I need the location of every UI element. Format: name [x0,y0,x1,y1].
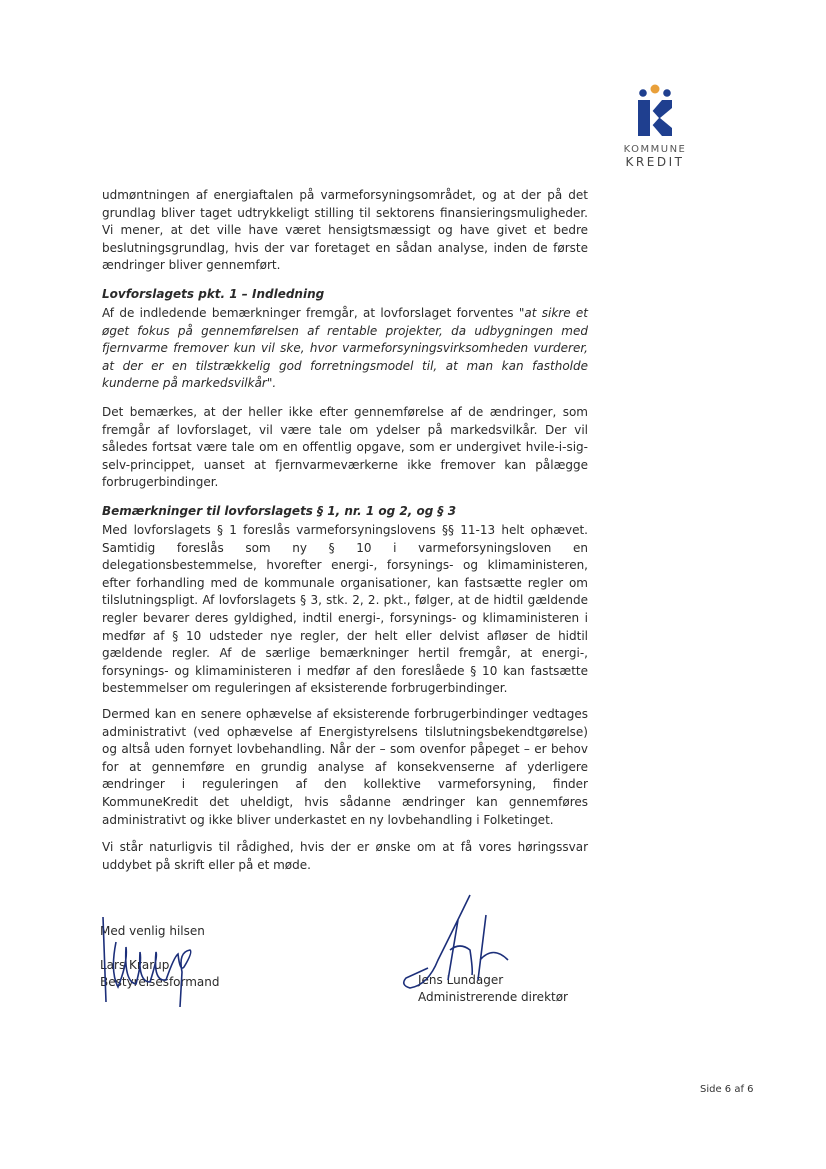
logo-word-kommune: KOMMUNE [623,144,687,155]
paragraph-indledning [102,305,588,393]
paragraph-indledning-quote: "at sikre et øget fokus på gennemførelsen af rentable projekter, da udbygningen med fjernvarme fremover kun vil ske, hvor varmeforsyningsvirksomheden vurderer, at der er en tilstrækkelig god forretningsmodel til, at man kan fastholde kunderne på markedsvilkår". [102,306,588,391]
paragraph-intro: udmøntningen af energiaftalen på varmeforsyningsområdet, og at der på det grundlag bliver taget udtrykkeligt stilling til sektorens finansieringsmuligheder. Vi mener, at det ville have været hensigtsmæssigt og have givet et bedre beslutningsgrundlag, hvis der var foretaget en sådan analyse, inden de første ændringer bliver gennemført. [102,188,588,273]
signer-left-title: Bestyrelsesformand [100,975,220,989]
paragraph-paragraf: Med lovforslagets § 1 foreslås varmeforsyningslovens §§ 11-13 helt ophævet. Samtidig foreslås som ny § 10 i varmeforsyningsloven en delegationsbestemmelse, hvorefter energi-, forsynings- og klimaministeren, efter forhandling med de kommunale organisationer, kan fastsætte regler om tilslutningspligt. Af lovforslagets § 3, stk. 2, 2. pkt., følger, at de hidtil gældende regler bevarer deres gyldighed, indtil energi-, forsynings- og klimaministeren i medfør af § 10 udsteder nye regler, der helt eller delvist afløser de hidtil gældende regler. Af de særlige bemærkninger hertil fremgår, at energi-, forsynings- og klimaministeren i medfør af den foreslåede § 10 kan fastsætte bestemmelser om reguleringen af eksisterende forbrugerbindinger. [102,523,588,696]
paragraph-markedsvilkaar: Det bemærkes, at der heller ikke efter gennemførelse af de ændringer, som fremgår af lovforslaget, vil være tale om ydelser på markedsvilkår. Der vil således fortsat være tale om en offentlig opgave, som er undergivet hvile-i-sig-selv-princippet, uanset at fjernvarmeværkerne ikke fremover kan pålægge forbrugerbindinger. [102,405,588,490]
signer-right-name: Jens Lundager [418,973,504,987]
handwritten-signature-right [398,890,518,1000]
handwritten-signature-left [98,912,208,1012]
section-heading-paragraf: Bemærkninger til lovforslagets § 1, nr. 1 og 2, og § 3 [102,504,457,518]
greeting: Med venlig hilsen [100,924,205,938]
logo-word-kredit: KREDIT [625,155,685,169]
signer-left-name: Lars Krarup [100,958,170,972]
kommunekredit-logo [620,84,690,174]
paragraph-ophaevelse: Dermed kan en senere ophævelse af eksisterende forbrugerbindinger vedtages administrativt (ved ophævelse af Energistyrelsens tilslutningsbekendtgørelse) og altså uden fornyet lovbehandling. Når der – som ovenfor påpeget – er behov for at gennemføre en grundig analyse af konsekvenserne af yderligere ændringer i reguleringen af den kollektive varmeforsyning, finder KommuneKredit det uheldigt, hvis sådanne ændringer kan gennemføres administrativt og ikke bliver underkastet en ny lovbehandling i Folketinget. [102,707,588,827]
section-heading-indledning: Lovforslagets pkt. 1 – Indledning [102,287,325,301]
page-number: Side 6 af 6 [700,1084,754,1095]
paragraph-indledning-intro: Af de indledende bemærkninger fremgår, at lovforslaget forventes [102,306,519,320]
signer-right-title: Administrerende direktør [418,990,568,1004]
logo-mark-icon [632,84,678,144]
paragraph-closing: Vi står naturligvis til rådighed, hvis der er ønske om at få vores høringssvar uddybet på skrift eller på et møde. [102,840,588,872]
